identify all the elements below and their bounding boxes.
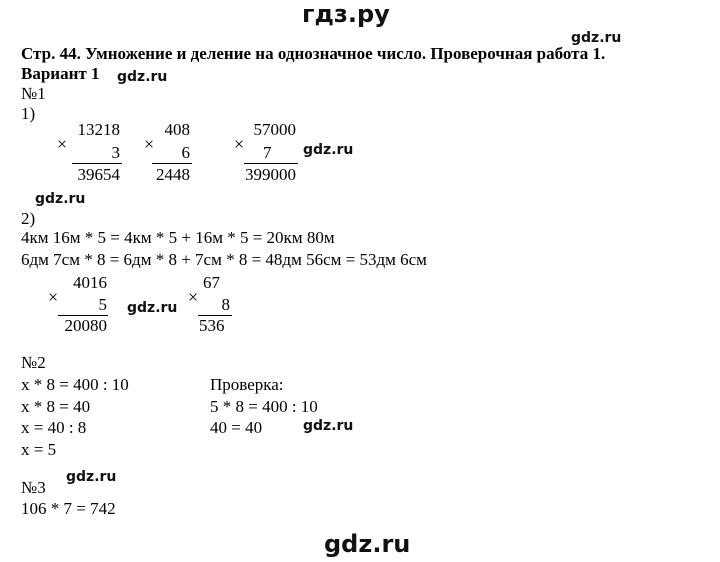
product: 2448: [156, 165, 190, 184]
solution-line: x * 8 = 400 : 10: [21, 375, 129, 394]
multiplicand: 408: [164, 120, 190, 139]
solution-line: x * 8 = 40: [21, 397, 91, 416]
check-line: 40 = 40: [210, 418, 263, 437]
task2-label: №2: [21, 353, 46, 372]
check-heading: Проверка:: [210, 375, 284, 394]
task1-part1-label: 1): [21, 104, 36, 123]
page-heading: Стр. 44. Умножение и деление на однозначное число. Проверочная работа 1.: [21, 44, 606, 63]
multiplicand: 67: [203, 273, 220, 292]
variant-label: Вариант 1: [21, 64, 100, 83]
product: 39654: [77, 165, 120, 184]
result-line: [72, 163, 122, 164]
watermark: gdz.ru: [571, 30, 622, 46]
times-sign: ×: [144, 134, 155, 154]
watermark: gdz.ru: [127, 300, 178, 316]
task1-label: №1: [21, 84, 46, 103]
watermark: gdz.ru: [303, 418, 354, 434]
task3-label: №3: [21, 478, 46, 497]
multiplier: 5: [98, 295, 107, 314]
watermark: gdz.ru: [117, 69, 168, 85]
multiplicand: 13218: [77, 120, 120, 139]
watermark: gdz.ru: [35, 191, 86, 207]
result-line: [244, 163, 298, 164]
site-title-bottom: gdz.ru: [324, 530, 411, 558]
task1-part2-label: 2): [21, 209, 36, 228]
product: 536: [199, 316, 225, 335]
multiplier: 7: [263, 143, 272, 162]
multiplier: 6: [181, 143, 190, 162]
multiplier: 8: [221, 295, 230, 314]
task3-line: 106 * 7 = 742: [21, 499, 116, 518]
result-line: [152, 163, 192, 164]
solution-line: x = 40 : 8: [21, 418, 87, 437]
multiplicand: 57000: [253, 120, 296, 139]
product: 399000: [245, 165, 296, 184]
equation-line: 4км 16м * 5 = 4км * 5 + 16м * 5 = 20км 80м: [21, 228, 335, 247]
site-title-top: гдз.ру: [302, 0, 390, 28]
product: 20080: [64, 316, 107, 335]
check-line: 5 * 8 = 400 : 10: [210, 397, 318, 416]
times-sign: ×: [188, 287, 199, 307]
solution-line: x = 5: [21, 440, 57, 459]
times-sign: ×: [48, 287, 59, 307]
times-sign: ×: [234, 134, 245, 154]
equation-line: 6дм 7см * 8 = 6дм * 8 + 7см * 8 = 48дм 56см = 53дм 6см: [21, 250, 427, 269]
multiplier: 3: [111, 143, 120, 162]
times-sign: ×: [57, 134, 68, 154]
watermark: gdz.ru: [303, 142, 354, 158]
multiplicand: 4016: [73, 273, 107, 292]
watermark: gdz.ru: [66, 469, 117, 485]
